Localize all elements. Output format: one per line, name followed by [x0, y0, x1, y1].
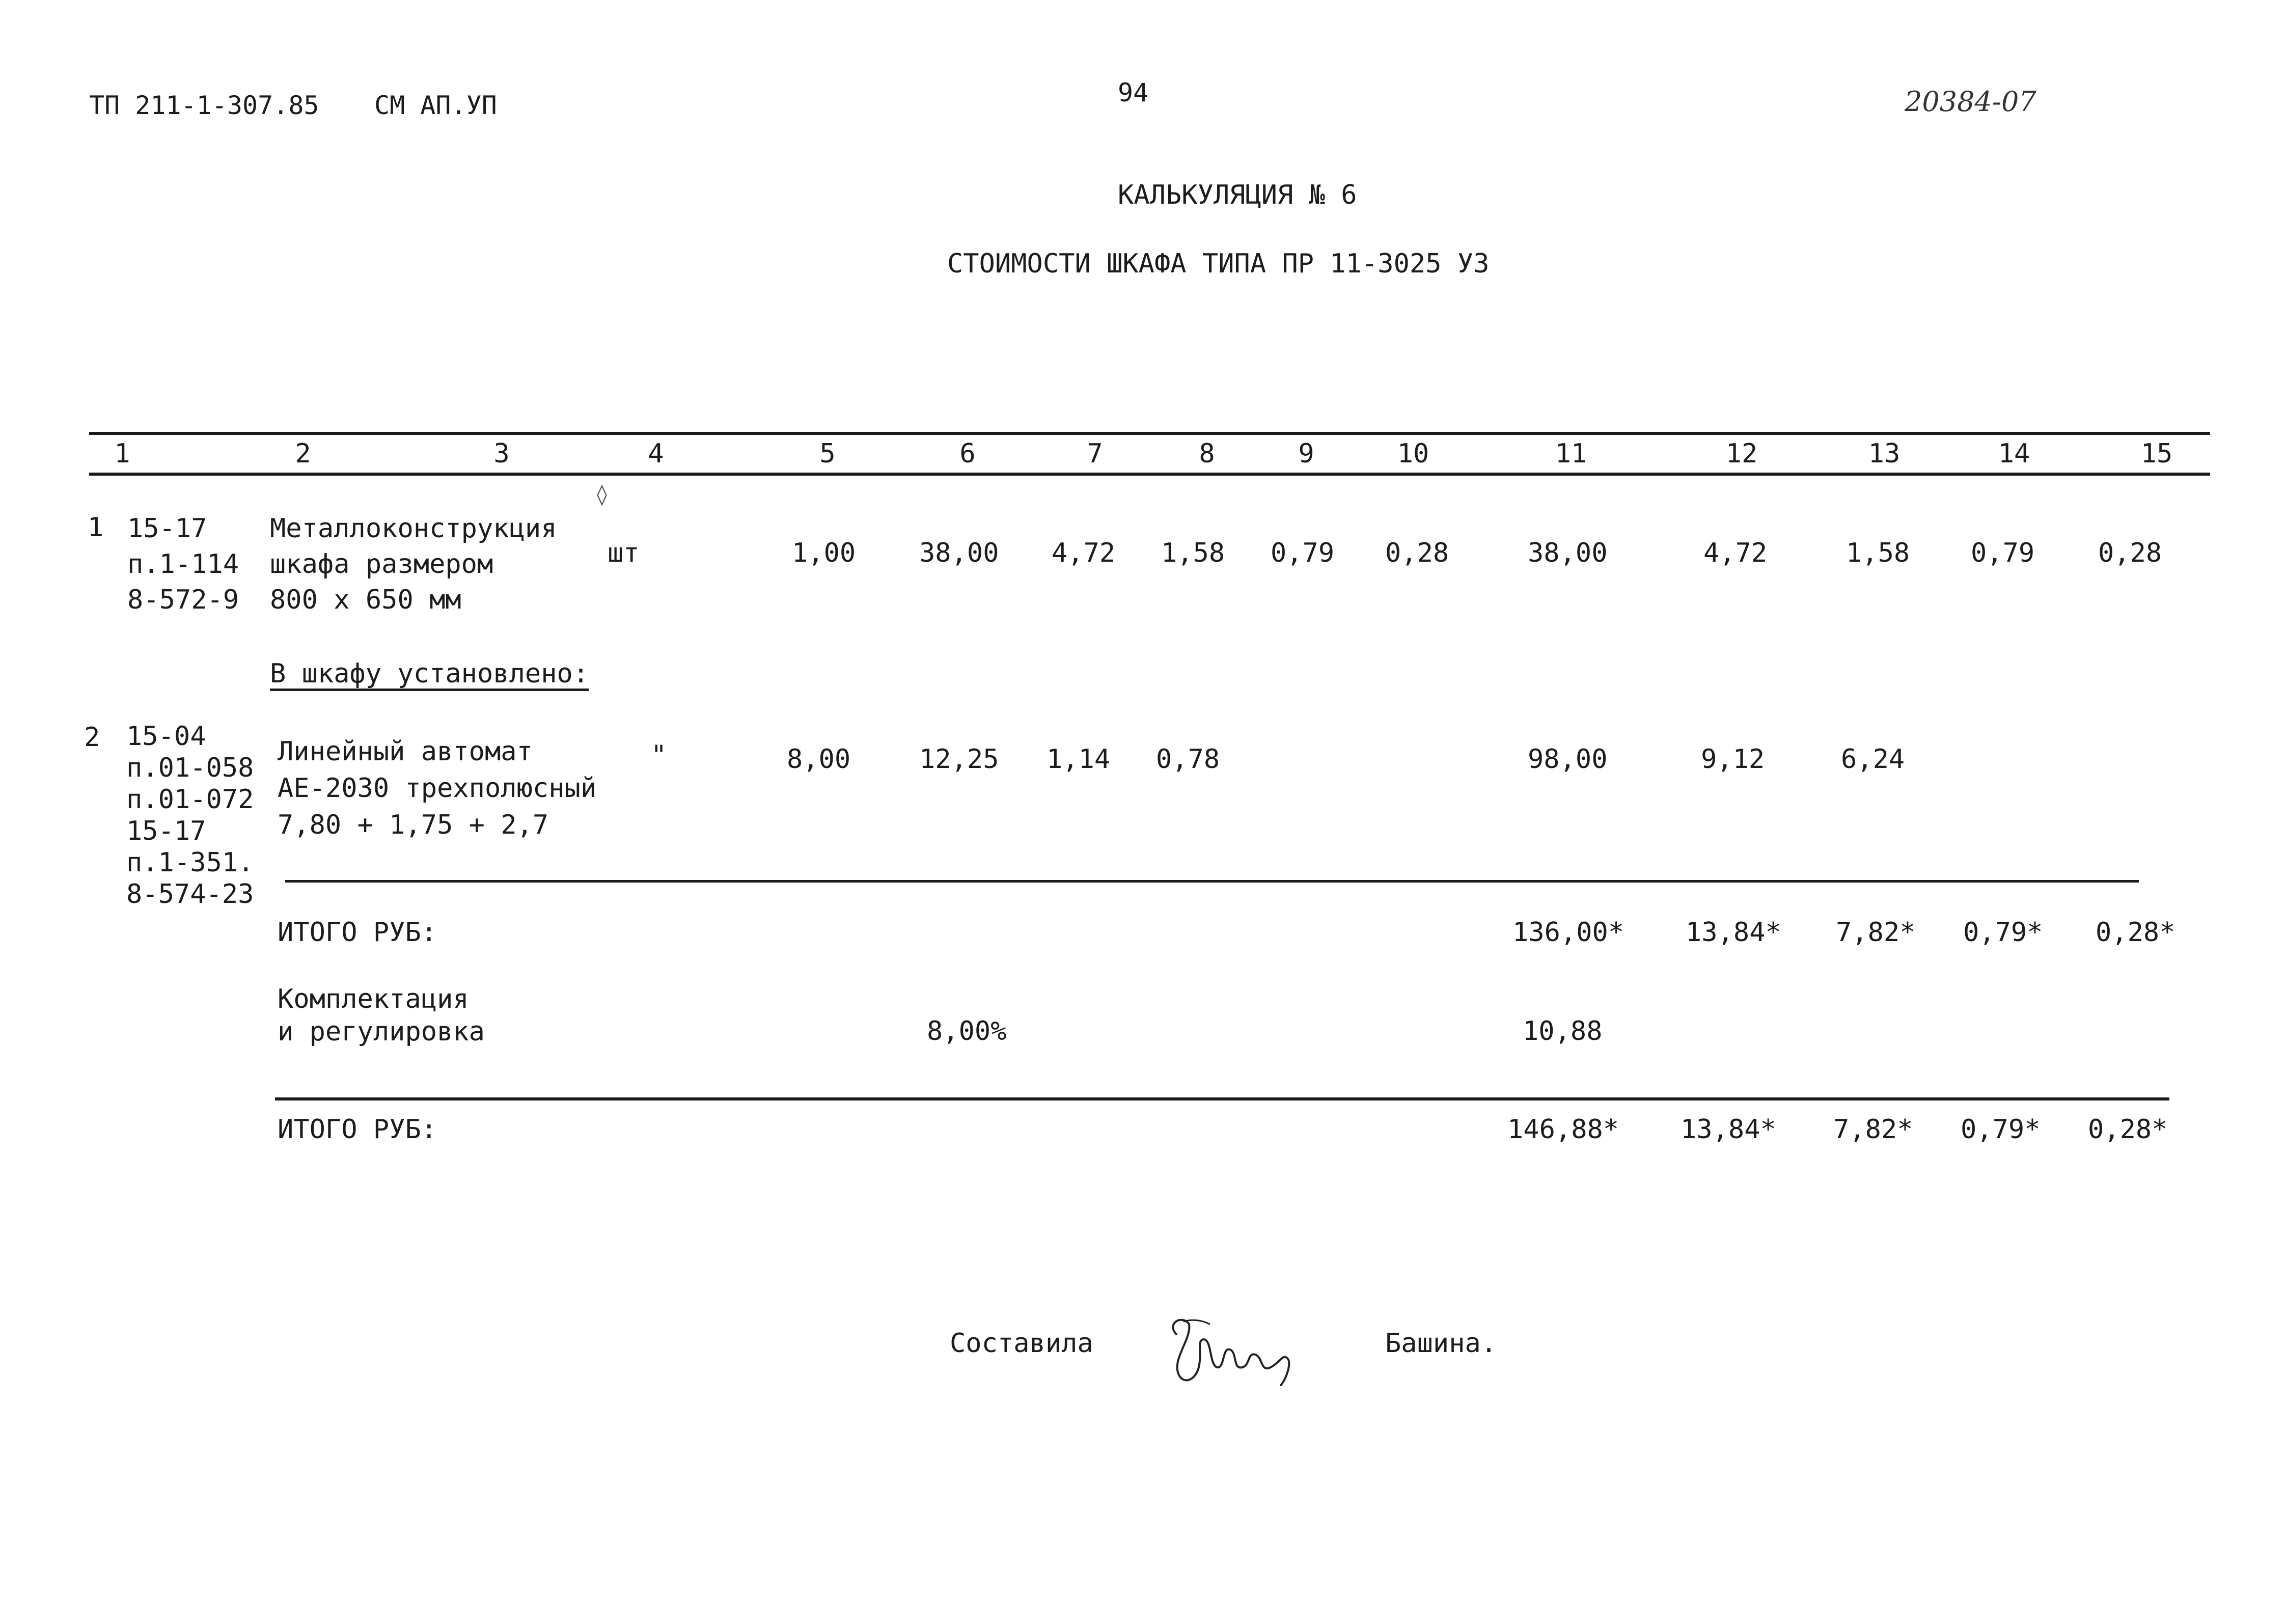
cell-col14: 0,79* [1961, 1114, 2041, 1145]
cell-col5: 1,00 [792, 538, 856, 568]
row-number: 1 [88, 512, 104, 543]
cell-col7: 1,14 [1046, 744, 1111, 775]
column-number: 9 [1298, 438, 1314, 469]
cell-col13: 7,82* [1836, 917, 1916, 948]
page-number: 94 [1118, 78, 1149, 107]
calculation-title: КАЛЬКУЛЯЦИЯ № 6 [1118, 180, 1357, 210]
column-number: 2 [295, 438, 311, 469]
item-name: Линейный автомат АЕ-2030 трехполюсный 7,80 + 1,75 + 2,7 [278, 736, 597, 840]
total-label: ИТОГО РУБ: [278, 1114, 437, 1145]
total-rule [275, 1097, 2169, 1100]
cell-col15: 0,28 [2098, 538, 2162, 568]
column-number: 15 [2140, 438, 2173, 469]
cell-col12: 13,84* [1686, 917, 1781, 948]
unit: " [651, 740, 667, 770]
cell-col7: 4,72 [1052, 538, 1116, 568]
unit: шт [608, 538, 640, 568]
document-code: ТП 211-1-307.85 [89, 91, 319, 120]
column-number: 12 [1725, 438, 1758, 469]
cell-col12: 13,84* [1681, 1114, 1776, 1145]
subtotal-label: ИТОГО РУБ: [278, 917, 437, 948]
cell-col6: 12,25 [919, 744, 999, 775]
column-number: 10 [1397, 438, 1429, 469]
stray-mark: ◊ [596, 483, 609, 506]
cell-col11: 10,88 [1523, 1016, 1603, 1047]
cell-col6: 38,00 [919, 538, 999, 568]
cell-col10: 0,28 [1385, 538, 1449, 568]
column-number: 6 [959, 438, 976, 469]
table-header-rule [89, 473, 2210, 476]
compiler-name: Башина. [1385, 1328, 1497, 1359]
item-name: Металлоконструкция шкафа размером 800 х 650 мм [270, 513, 557, 615]
cell-col13: 1,58 [1846, 538, 1910, 568]
signature [1161, 1304, 1293, 1395]
calculation-subtitle: СТОИМОСТИ ШКАФА ТИПА ПР 11-3025 У3 [947, 249, 1490, 279]
kit-label: Комплектация и регулировка [278, 984, 485, 1047]
column-number: 1 [114, 438, 130, 469]
album-code: СМ АП.УП [374, 91, 497, 120]
table-top-rule [89, 432, 2210, 435]
cell-col5: 8,00 [787, 744, 851, 775]
column-number: 4 [648, 438, 664, 469]
cell-col9: 0,79 [1271, 538, 1335, 568]
column-number: 13 [1868, 438, 1901, 469]
norm-code: 15-04 п.01-058 п.01-072 15-17 п.1-351. 8-574-23 [126, 721, 254, 910]
archive-number: 20384-07 [1905, 86, 2036, 118]
cell-col15: 0,28* [2088, 1114, 2168, 1145]
cell-col12: 9,12 [1701, 744, 1765, 775]
installed-subheading: В шкафу установлено: [270, 658, 589, 689]
cell-col15: 0,28* [2096, 917, 2175, 948]
cell-col11: 146,88* [1507, 1114, 1619, 1145]
cell-col8: 1,58 [1161, 538, 1225, 568]
column-number: 5 [819, 438, 836, 469]
cell-col13: 6,24 [1841, 744, 1905, 775]
column-number: 3 [493, 438, 510, 469]
cell-col11: 38,00 [1528, 538, 1608, 568]
compiled-by-label: Составила [950, 1328, 1093, 1359]
cell-col12: 4,72 [1703, 538, 1768, 568]
row-number: 2 [84, 722, 100, 753]
cell-col13: 7,82* [1833, 1114, 1913, 1145]
cell-col8: 0,78 [1156, 744, 1220, 775]
cell-col11: 136,00* [1512, 917, 1624, 948]
column-number: 7 [1087, 438, 1103, 469]
cell-col11: 98,00 [1528, 744, 1608, 775]
subtotal-rule [285, 880, 2139, 883]
column-number: 11 [1555, 438, 1587, 469]
column-number: 8 [1199, 438, 1215, 469]
kit-percent: 8,00% [927, 1016, 1007, 1047]
cell-col14: 0,79 [1971, 538, 2035, 568]
column-number: 14 [1998, 438, 2030, 469]
cell-col14: 0,79* [1963, 917, 2043, 948]
norm-code: 15-17 п.1-114 8-572-9 [127, 513, 239, 615]
